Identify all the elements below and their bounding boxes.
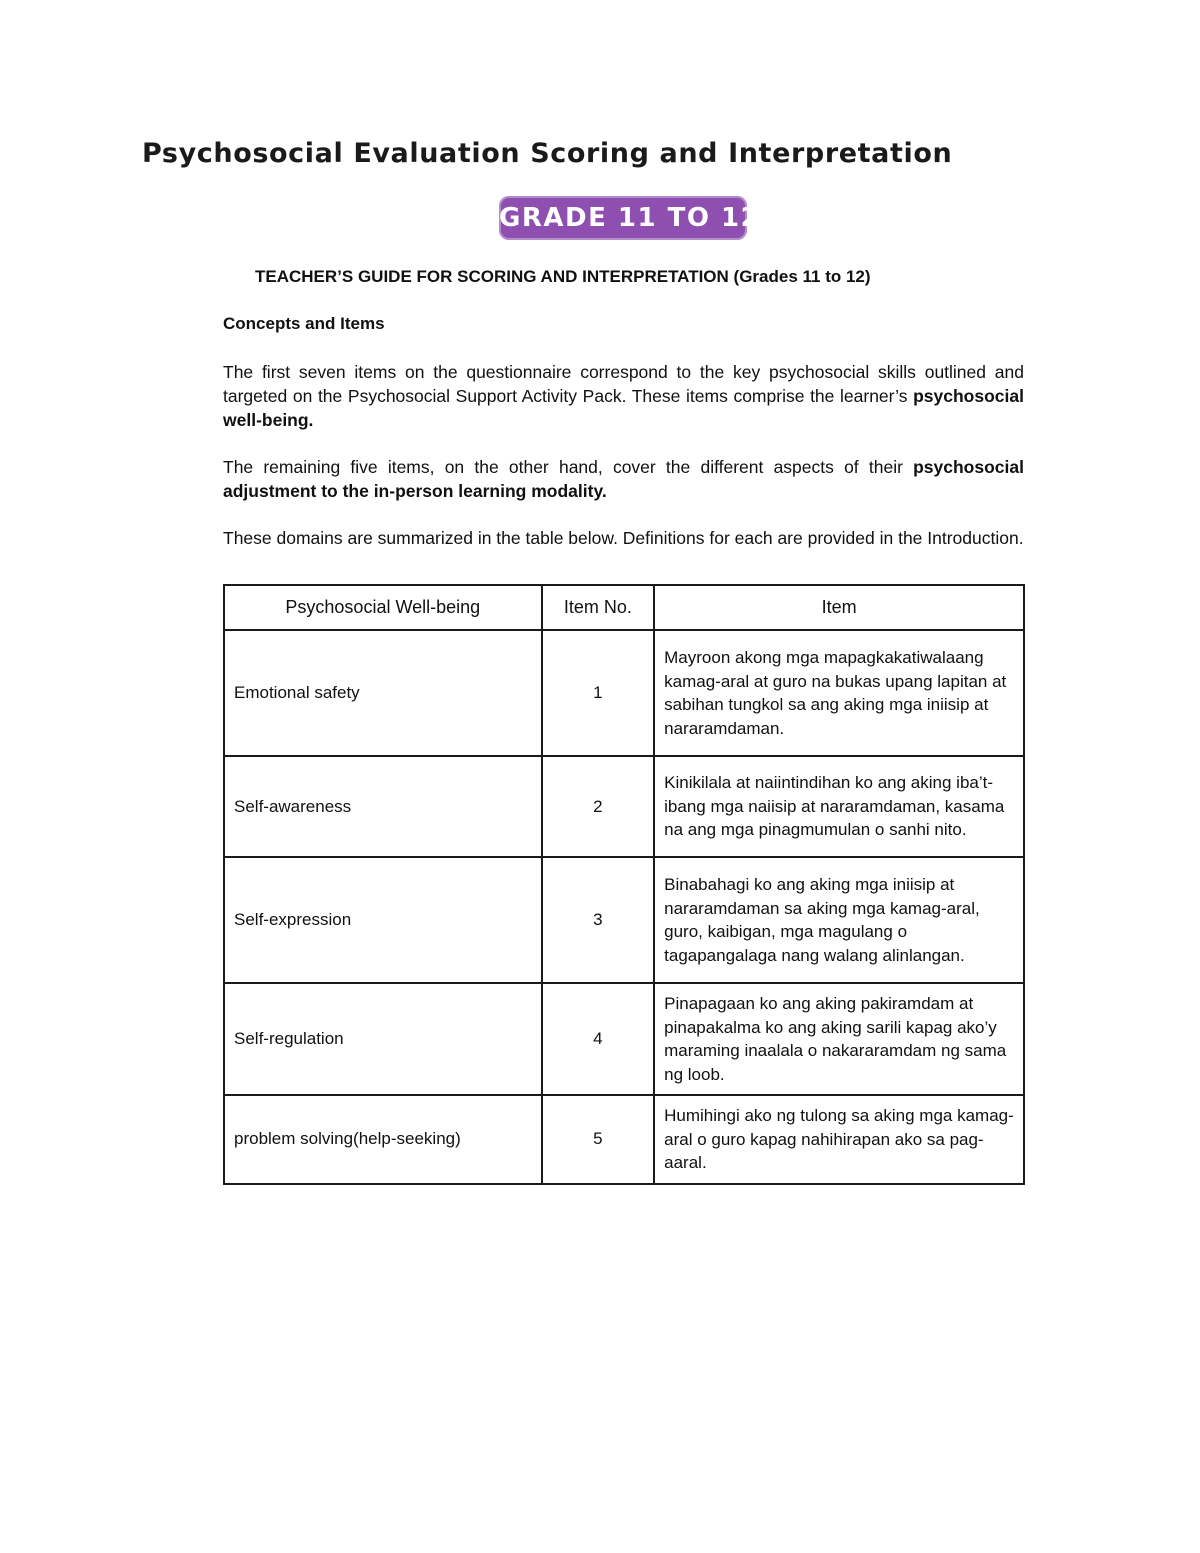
domains-table xyxy=(223,584,1025,1185)
item-text-cell: Mayroon akong mga mapagkakatiwalaang kamag-aral at guro na bukas upang lapitan at sabihan tungkol sa ang aking mga iniisip at nararamdaman. xyxy=(654,630,1024,756)
domain-cell: Self-awareness xyxy=(224,756,542,857)
domain-cell: Self-expression xyxy=(224,857,542,983)
domain-cell: Emotional safety xyxy=(224,630,542,756)
item-number-cell: 1 xyxy=(542,630,655,756)
paragraph-bold-text: psychosocial well-being. xyxy=(223,386,1024,430)
grade-badge: GRADE 11 TO 12 xyxy=(499,196,747,240)
section-heading: Concepts and Items xyxy=(223,314,385,333)
paragraph-text: These domains are summarized in the table below. Definitions for each are provided in the Introduction. xyxy=(223,528,1024,548)
table-row xyxy=(224,857,1024,983)
item-text-cell: Binabahagi ko ang aking mga iniisip at nararamdaman sa aking mga kamag-aral, guro, kaibigan, mga magulang o tagapangalaga nang walang alinlangan. xyxy=(654,857,1024,983)
item-text-cell: Humihingi ako ng tulong sa aking mga kamag-aral o guro kapag nahihirapan ako sa pag-aaral. xyxy=(654,1095,1024,1184)
paragraph-bold-text: psychosocial adjustment to the in-person learning modality. xyxy=(223,457,1024,501)
guide-heading: TEACHER’S GUIDE FOR SCORING AND INTERPRETATION (Grades 11 to 12) xyxy=(255,267,871,286)
item-number-cell: 4 xyxy=(542,983,655,1095)
header-item: Item xyxy=(654,585,1024,630)
paragraph-remaining-items xyxy=(223,455,1024,503)
item-text-cell: Kinikilala at naiintindihan ko ang aking iba’t-ibang mga naiisip at nararamdaman, kasama na ang mga pinagmumulan o sanhi nito. xyxy=(654,756,1024,857)
paragraph-domains-summary xyxy=(223,526,1024,550)
header-item-number: Item No. xyxy=(542,585,655,630)
header-well-being: Psychosocial Well-being xyxy=(224,585,542,630)
item-number-cell: 5 xyxy=(542,1095,655,1184)
table-row xyxy=(224,983,1024,1095)
document-title: Psychosocial Evaluation Scoring and Interpretation xyxy=(142,138,953,169)
table-row xyxy=(224,1095,1024,1184)
paragraph-text: The first seven items on the questionnaire correspond to the key psychosocial skills outlined and targeted on the Psychosocial Support Activity Pack. These items comprise the learner’s xyxy=(223,362,1024,406)
paragraph-text: The remaining five items, on the other hand, cover the different aspects of their xyxy=(223,457,914,477)
domain-cell: Self-regulation xyxy=(224,983,542,1095)
table-row xyxy=(224,756,1024,857)
table-header-row xyxy=(224,585,1024,630)
item-text-cell: Pinapagaan ko ang aking pakiramdam at pinapakalma ko ang aking sarili kapag ako’y maraming inaalala o nakararamdam ng sama ng loob. xyxy=(654,983,1024,1095)
table-row xyxy=(224,630,1024,756)
paragraph-first-seven-items xyxy=(223,360,1024,432)
item-number-cell: 3 xyxy=(542,857,655,983)
item-number-cell: 2 xyxy=(542,756,655,857)
domain-cell: problem solving(help-seeking) xyxy=(224,1095,542,1184)
